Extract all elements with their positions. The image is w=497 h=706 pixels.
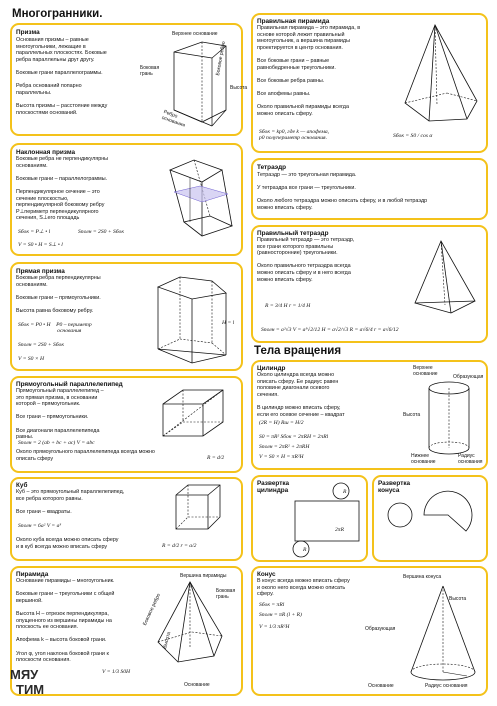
card-tetrahedron bbox=[251, 158, 488, 220]
label-base-radius: Радиус основания bbox=[458, 453, 483, 465]
label-generatrix: Образующая bbox=[365, 626, 396, 632]
card-heading: Развертка конуса bbox=[378, 480, 411, 494]
card-text: Правильный тетраэдр — это тетраэдр, все грани которого правильны (равносторонние) треугольники. Около правильного тетраэдра всегда можно описать сферу и в него всегда можно вписать сферу. bbox=[257, 237, 355, 283]
card-heading: Пирамида bbox=[16, 571, 49, 578]
card-heading: Развертка цилиндра bbox=[257, 480, 290, 494]
formula-lateral: Sбок = P0 • H P0 – периметр основания bbox=[18, 322, 92, 334]
card-text: Основание пирамиды – многоугольник. Боковые грани – треугольники с общей вершиной. Высота H – отрезок перпендикуляра, опущенного из вершины пирамиды на плоскость ее основания. Апофема k – высота боковой грани. Угол φ, угол наклона боковой грани к плоскости основания. bbox=[16, 578, 115, 664]
label-radius-bottom: R bbox=[303, 547, 307, 553]
card-cone-net bbox=[372, 475, 488, 562]
label-radius-top: R bbox=[343, 489, 347, 495]
cube-figure bbox=[172, 483, 232, 538]
label-height: Высота bbox=[162, 631, 173, 650]
formula-inscribed: (2R = H) Rш = H/2 bbox=[259, 420, 304, 426]
card-cylinder bbox=[251, 360, 488, 470]
label-base-radius: Радиус основания bbox=[425, 683, 468, 689]
formula-total: Sполн = πR (l + R) bbox=[259, 612, 302, 618]
card-heading: Прямая призма bbox=[16, 268, 65, 275]
card-text-sphere: Около куба всегда можно описать сферу и в куб всегда можно вписать сферу bbox=[16, 537, 119, 550]
card-heading: Конус bbox=[257, 571, 276, 578]
card-regular-tetrahedron bbox=[251, 225, 488, 343]
formula-volume: V = 1/3 πR²H bbox=[259, 624, 290, 630]
card-regular-pyramid bbox=[251, 13, 488, 153]
label-top-base: Верхнее основание bbox=[172, 31, 218, 37]
label-apex: Вершина конуса bbox=[403, 574, 442, 580]
cone-figure bbox=[403, 582, 483, 692]
formula-radius: R = d/2 bbox=[207, 455, 225, 461]
regular-pyramid-figure bbox=[401, 21, 481, 131]
brand-logo bbox=[6, 666, 58, 702]
label-height: Высота bbox=[403, 412, 421, 418]
card-heading: Тетраэдр bbox=[257, 164, 287, 171]
card-right-prism bbox=[10, 262, 243, 371]
page-title: Многогранники. bbox=[12, 8, 103, 20]
logo-line-1: МЯУ bbox=[10, 667, 39, 682]
card-text: Правильная пирамида – это пирамида, в основе которой лежит правильный многоугольник, а вершина пирамиды проектируется в центр основания. Все боковые грани – равные равнобедренные треугольники. Все боковые ребра равны. Все апофемы равны. Около правильной пирамиды всегда можно описать сферу. bbox=[257, 25, 361, 117]
label-bottom-base: Нижнее основание bbox=[411, 453, 436, 465]
formula-radii: R = 3/4 H r = 1/4 H bbox=[265, 303, 311, 309]
formula-volume: V = S0 • H = S⊥ • l bbox=[18, 242, 63, 248]
card-text: Боковые ребра не перпендикулярны основаниям. Боковые грани – параллелограммы. Перпендикулярное сечение – это сечение плоскостью, перпендикулярной боковому ребру P⊥периметр перпендикулярного сечения, S⊥его площадь bbox=[16, 156, 109, 222]
label-circumference: 2πR bbox=[335, 527, 345, 533]
cone-net-figure bbox=[378, 479, 478, 559]
formula-total: Sполн = 2S0 + Sбок bbox=[18, 342, 64, 348]
card-text-sphere: Около прямоугольного параллелепипеда всегда можно описать сферу bbox=[16, 449, 155, 462]
card-text: Боковые ребра перпендикулярны основаниям. Боковые грани – прямоугольники. Высота равна боковому ребру. bbox=[16, 275, 101, 314]
formula-lateral: Sбок = P⊥ • l bbox=[18, 229, 51, 235]
label-side-edge: Боковое ребро bbox=[142, 592, 163, 627]
card-cone bbox=[251, 566, 488, 696]
label-top-base: Верхнее основание bbox=[413, 365, 438, 377]
formula-volume: V = S0 × H bbox=[18, 356, 45, 362]
card-cube bbox=[10, 477, 243, 561]
card-text: Около цилиндра всегда можно описать сферу. Ее радиус равен половине диагонали осевого сечения. В цилиндр можно вписать сферу, если его осевое сечение – квадрат bbox=[257, 372, 345, 418]
formula-volume: V = 1/3 S0H bbox=[102, 669, 131, 675]
label-base-edge: Ребро основания bbox=[160, 109, 186, 129]
card-heading: Цилиндр bbox=[257, 365, 286, 372]
right-prism-figure bbox=[152, 269, 235, 369]
formula-lateral: Sбок = kp0, где k — апофема, p0 полупериметр основания. bbox=[259, 129, 330, 141]
formula-areas: S0 = πR² Sбок = 2πRH = 2πRl bbox=[259, 434, 329, 440]
card-heading: Куб bbox=[16, 482, 28, 489]
label-side-edge: Боковое ребро bbox=[215, 40, 227, 77]
formula-radii: R = d/2 r = a/2 bbox=[162, 543, 197, 549]
formula-cos: Sбок = S0 / cos α bbox=[393, 133, 433, 139]
formula-lateral: Sбок = πRl bbox=[259, 602, 285, 608]
formula-area-volume: Sполн = 6a² V = a³ bbox=[18, 523, 62, 529]
card-heading: Правильный тетраэдр bbox=[257, 230, 329, 237]
card-cuboid bbox=[10, 376, 243, 473]
label-h-equals-l: H = l bbox=[222, 320, 235, 326]
card-text: Куб – это прямоугольный параллелепипед, все ребра которого равны. Все грани – квадраты. bbox=[16, 489, 125, 515]
regular-tetrahedron-figure bbox=[411, 237, 481, 317]
formula-props: Sполн = a²√3 V = a³√2/12 H = a√2/√3 R = a√6/4 r = a√6/12 bbox=[261, 327, 399, 333]
section-title-rotation: Тела вращения bbox=[254, 345, 342, 357]
label-side-face: Боковая грань bbox=[140, 65, 160, 77]
formula-area-volume: Sполн = 2 (ab + bc + ac) V = abc bbox=[18, 440, 95, 446]
label-height: Высота bbox=[230, 85, 248, 91]
label-side-face: Боковая грань bbox=[216, 588, 236, 600]
label-apex: Вершина пирамиды bbox=[180, 573, 227, 579]
card-prism bbox=[10, 23, 248, 136]
label-height: Высота bbox=[449, 596, 467, 602]
card-text: Основания призмы – равные многоугольники, лежащие в параллельных плоскостях. Боковые ребра параллельны друг другу. Боковые грани параллелограммы. Ребра оснований попарно параллельны. Высота призмы – расстояние между плоскостями оснований. bbox=[16, 37, 108, 116]
label-base: Основание bbox=[184, 682, 210, 688]
cuboid-figure bbox=[157, 386, 227, 446]
label-generatrix: Образующая bbox=[453, 374, 484, 380]
card-inclined-prism bbox=[10, 143, 243, 256]
card-heading: Призма bbox=[16, 29, 40, 36]
logo-line-2: ТИМ bbox=[16, 682, 45, 697]
cylinder-figure bbox=[425, 380, 475, 460]
inclined-prism-figure bbox=[162, 150, 242, 250]
formula-total: Sполн = 2S0 + Sбок bbox=[78, 229, 124, 235]
formula-total: Sполн = 2πR² + 2πRH bbox=[259, 444, 310, 450]
card-heading: Правильная пирамида bbox=[257, 18, 330, 25]
card-cylinder-net bbox=[251, 475, 368, 562]
card-text: Прямоугольный параллелепипед – это прямая призма, в основании которой – прямоугольник. Все грани – прямоугольники. Все диагонали параллелепипеда равны. bbox=[16, 388, 104, 441]
card-text: В конус всегда можно вписать сферу и около него всегда можно описать сферу. bbox=[257, 578, 350, 598]
card-heading: Наклонная призма bbox=[16, 149, 76, 156]
label-base: Основание bbox=[368, 683, 394, 689]
formula-volume: V = S0 × H = πR²H bbox=[259, 454, 304, 460]
card-text: Тетраэдр — это треугольная пирамида. У тетраэдра все грани — треугольники. Около любого тетраэдра можно описать сферу, и в любой тетраэдр можно вписать сферу. bbox=[257, 172, 428, 211]
card-heading: Прямоугольный параллелепипед bbox=[16, 381, 123, 388]
